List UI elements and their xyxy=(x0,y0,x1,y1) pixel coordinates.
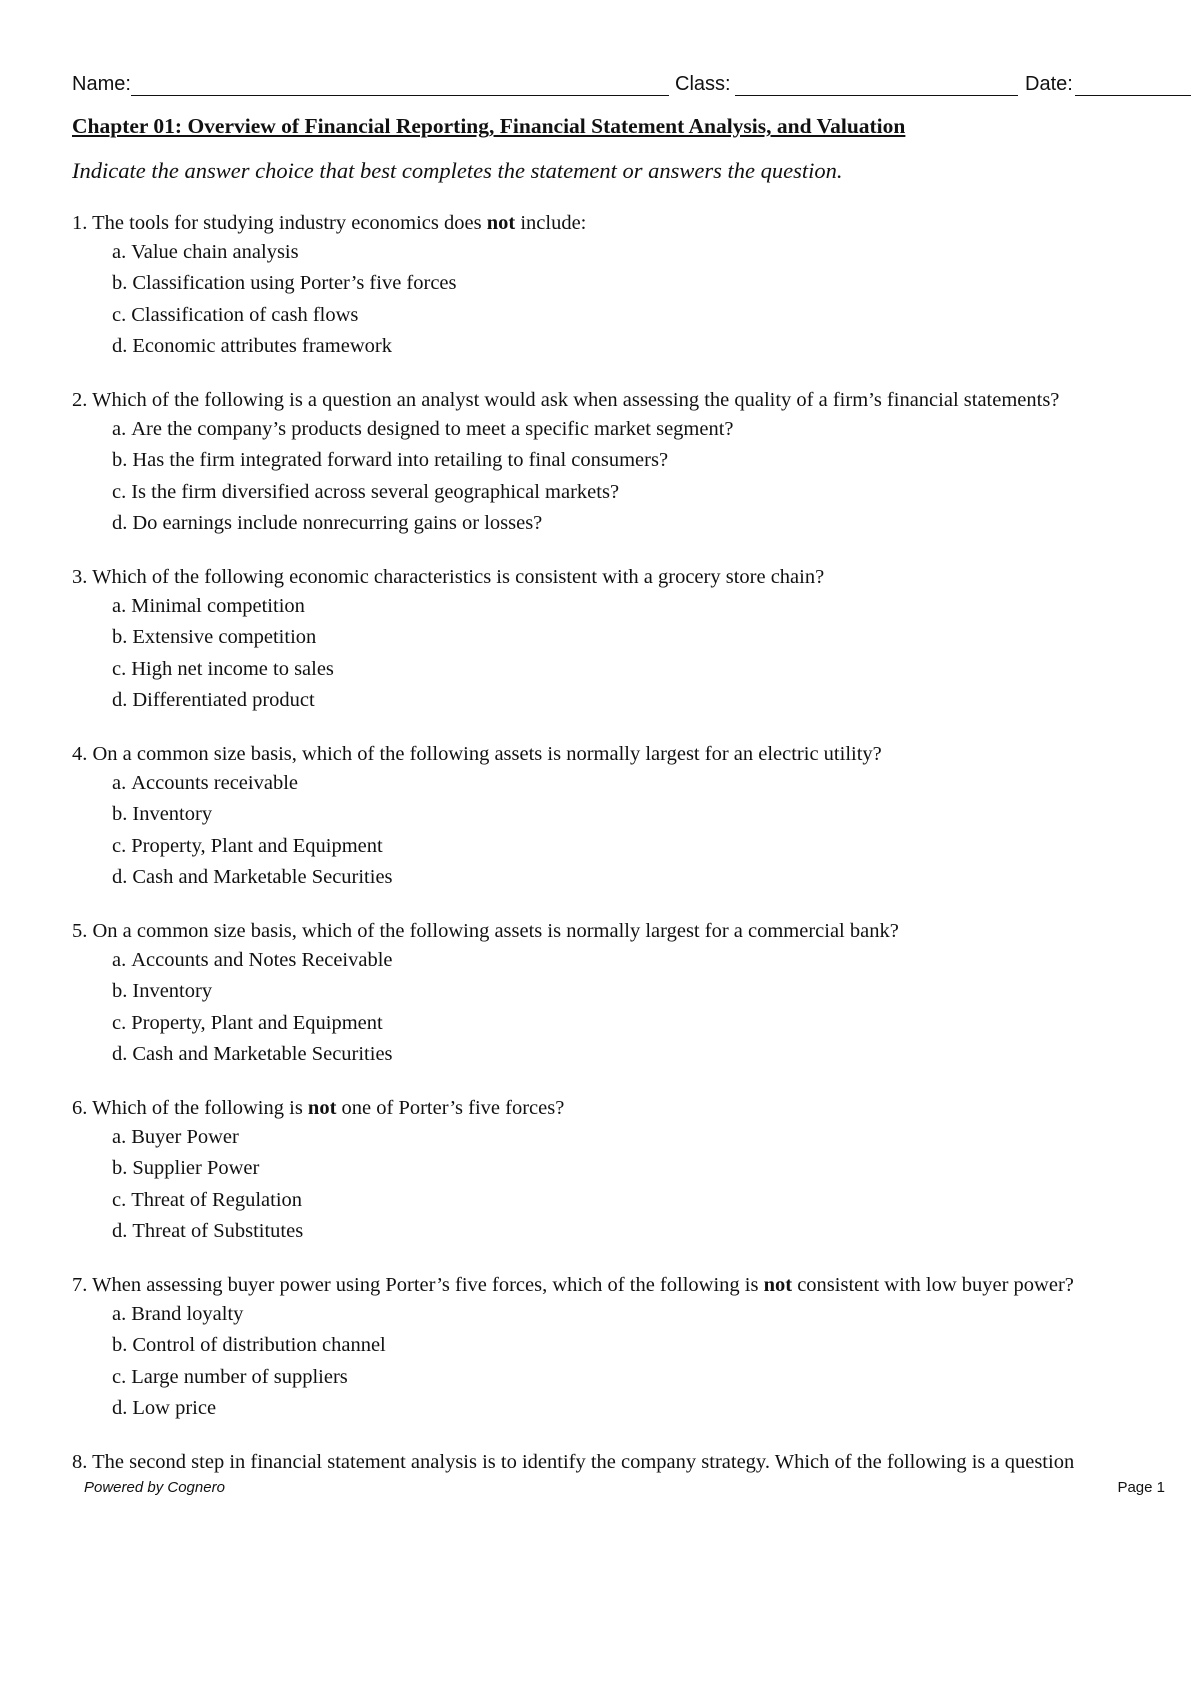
option-text: Is the firm diversified across several geographical markets? xyxy=(131,481,620,503)
question-text: Which of the following is a question an analyst would ask when assessing the quality of a firm’s financial statements? xyxy=(92,389,1060,411)
option-letter: d. xyxy=(112,335,128,357)
name-label: Name: xyxy=(72,73,131,95)
option-letter: b. xyxy=(112,1157,128,1179)
question-stem xyxy=(72,919,899,943)
question-item xyxy=(72,1273,1172,1450)
footer-page-number: Page 1 xyxy=(1117,1479,1165,1496)
question-number: 5. xyxy=(72,920,88,942)
option-letter: b. xyxy=(112,980,128,1002)
question-text-end: consistent with low buyer power? xyxy=(792,1274,1074,1296)
option-text: Classification using Porter’s five forces xyxy=(132,272,457,294)
option-text: Differentiated product xyxy=(132,689,315,711)
option-text: Supplier Power xyxy=(132,1157,260,1179)
option-letter: c. xyxy=(112,1366,127,1388)
option-text: Are the company’s products designed to meet a specific market segment? xyxy=(131,418,734,440)
question-stem xyxy=(72,742,882,766)
option-text: Brand loyalty xyxy=(131,1303,244,1325)
option-letter: b. xyxy=(112,449,128,471)
option-text: Cash and Marketable Securities xyxy=(132,866,393,888)
answer-option xyxy=(112,1302,243,1326)
question-stem xyxy=(72,565,824,589)
answer-option xyxy=(112,448,668,472)
answer-option xyxy=(112,771,298,795)
answer-option xyxy=(112,303,358,327)
question-stem xyxy=(72,211,586,235)
class-blank-line xyxy=(735,95,1018,96)
answer-option xyxy=(112,511,542,535)
option-text: Low price xyxy=(132,1397,217,1419)
question-text-end: include: xyxy=(515,212,587,234)
option-text: Economic attributes framework xyxy=(132,335,392,357)
option-letter: c. xyxy=(112,658,127,680)
answer-option xyxy=(112,657,334,681)
date-blank-line xyxy=(1075,95,1191,96)
answer-option xyxy=(112,948,393,972)
option-letter: b. xyxy=(112,626,128,648)
option-letter: c. xyxy=(112,481,127,503)
instructions-text: Indicate the answer choice that best completes the statement or answers the question. xyxy=(72,158,843,183)
option-letter: b. xyxy=(112,1334,128,1356)
answer-option xyxy=(112,802,212,826)
option-letter: b. xyxy=(112,803,128,825)
option-text: Value chain analysis xyxy=(131,241,299,263)
answer-option xyxy=(112,1219,303,1243)
answer-option xyxy=(112,1125,239,1149)
option-letter: a. xyxy=(112,1303,127,1325)
option-text: Buyer Power xyxy=(131,1126,239,1148)
option-letter: d. xyxy=(112,689,128,711)
option-text: Minimal competition xyxy=(131,595,305,617)
name-blank-line xyxy=(131,95,669,96)
question-text: The tools for studying industry economics does xyxy=(92,212,487,234)
question-text: On a common size basis, which of the following assets is normally largest for a commercial bank? xyxy=(92,920,899,942)
option-text: Property, Plant and Equipment xyxy=(131,1012,383,1034)
question-item xyxy=(72,742,1172,919)
question-number: 3. xyxy=(72,566,88,588)
answer-option xyxy=(112,1042,393,1066)
question-number: 7. xyxy=(72,1274,88,1296)
answer-option xyxy=(112,979,212,1003)
question-stem xyxy=(72,1096,564,1120)
question-emphasis: not xyxy=(307,1097,337,1119)
question-stem xyxy=(72,388,1059,412)
option-text: Accounts and Notes Receivable xyxy=(131,949,393,971)
question-list xyxy=(72,211,1172,1627)
question-item xyxy=(72,1096,1172,1273)
question-number: 8. xyxy=(72,1451,88,1473)
question-number: 4. xyxy=(72,743,88,765)
answer-option xyxy=(112,1011,383,1035)
option-text: Control of distribution channel xyxy=(132,1334,386,1356)
option-letter: a. xyxy=(112,595,127,617)
answer-option xyxy=(112,594,305,618)
option-letter: c. xyxy=(112,304,127,326)
student-info-header xyxy=(72,72,1160,100)
question-emphasis: not xyxy=(486,212,516,234)
option-text: Do earnings include nonrecurring gains or losses? xyxy=(132,512,543,534)
option-letter: a. xyxy=(112,418,127,440)
question-text: Which of the following is xyxy=(92,1097,308,1119)
question-text: On a common size basis, which of the following assets is normally largest for an electric utility? xyxy=(92,743,882,765)
footer-powered-by: Powered by Cognero xyxy=(84,1479,225,1496)
option-letter: d. xyxy=(112,512,128,534)
answer-option xyxy=(112,1333,386,1357)
option-text: Large number of suppliers xyxy=(131,1366,348,1388)
option-text: Has the firm integrated forward into retailing to final consumers? xyxy=(132,449,669,471)
option-text: Inventory xyxy=(132,803,213,825)
question-number: 2. xyxy=(72,389,88,411)
chapter-title: Chapter 01: Overview of Financial Reporting, Financial Statement Analysis, and Valuation xyxy=(72,114,906,138)
option-text: Threat of Substitutes xyxy=(132,1220,304,1242)
question-item xyxy=(72,1450,1172,1627)
option-text: Inventory xyxy=(132,980,213,1002)
answer-option xyxy=(112,625,316,649)
answer-option xyxy=(112,1156,259,1180)
question-stem xyxy=(72,1450,1074,1474)
answer-option xyxy=(112,865,393,889)
question-item xyxy=(72,919,1172,1096)
option-letter: c. xyxy=(112,1189,127,1211)
option-letter: a. xyxy=(112,1126,127,1148)
question-item xyxy=(72,565,1172,742)
question-emphasis: not xyxy=(763,1274,793,1296)
question-text-end: one of Porter’s five forces? xyxy=(336,1097,565,1119)
answer-option xyxy=(112,480,619,504)
option-text: High net income to sales xyxy=(131,658,334,680)
option-letter: d. xyxy=(112,1220,128,1242)
option-text: Accounts receivable xyxy=(131,772,298,794)
question-number: 6. xyxy=(72,1097,88,1119)
answer-option xyxy=(112,240,299,264)
option-text: Classification of cash flows xyxy=(131,304,359,326)
option-letter: a. xyxy=(112,949,127,971)
question-text: Which of the following economic characteristics is consistent with a grocery store chain? xyxy=(92,566,825,588)
option-letter: d. xyxy=(112,1043,128,1065)
answer-option xyxy=(112,417,734,441)
option-letter: d. xyxy=(112,1397,128,1419)
option-letter: a. xyxy=(112,772,127,794)
option-letter: c. xyxy=(112,1012,127,1034)
answer-option xyxy=(112,688,315,712)
answer-option xyxy=(112,271,457,295)
question-item xyxy=(72,211,1172,388)
option-text: Cash and Marketable Securities xyxy=(132,1043,393,1065)
option-letter: a. xyxy=(112,241,127,263)
question-text: The second step in financial statement analysis is to identify the company strategy. Which of the following is a question xyxy=(92,1451,1075,1473)
date-label: Date: xyxy=(1025,73,1073,95)
option-letter: c. xyxy=(112,835,127,857)
option-text: Property, Plant and Equipment xyxy=(131,835,383,857)
option-letter: d. xyxy=(112,866,128,888)
answer-option xyxy=(112,1365,348,1389)
option-letter: b. xyxy=(112,272,128,294)
option-text: Extensive competition xyxy=(132,626,317,648)
question-number: 1. xyxy=(72,212,88,234)
class-label: Class: xyxy=(675,73,731,95)
option-text: Threat of Regulation xyxy=(131,1189,303,1211)
answer-option xyxy=(112,834,383,858)
question-item xyxy=(72,388,1172,565)
question-stem xyxy=(72,1273,1074,1297)
answer-option xyxy=(112,1396,216,1420)
question-text: When assessing buyer power using Porter’s five forces, which of the following is xyxy=(92,1274,764,1296)
answer-option xyxy=(112,1188,302,1212)
answer-option xyxy=(112,334,392,358)
